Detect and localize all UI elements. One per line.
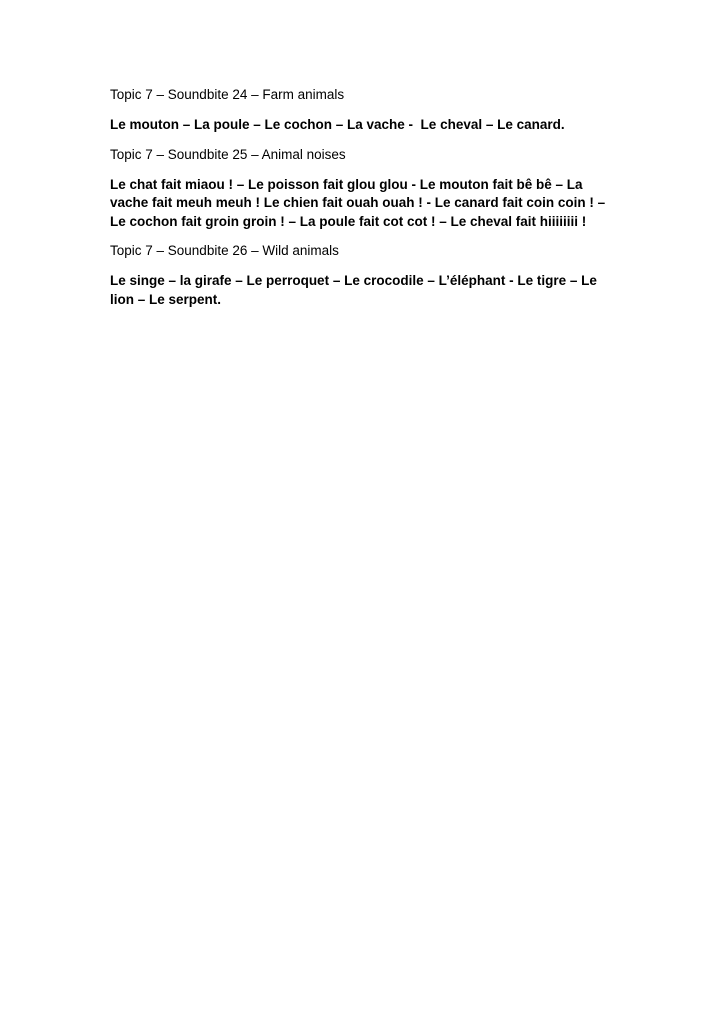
section-text-farm-animals: Le mouton – La poule – Le cochon – La vache - Le cheval – Le canard. <box>110 117 565 132</box>
text-line: Le chat fait miaou ! – Le poisson fait glou glou - Le mouton fait bê bê – La <box>110 176 583 192</box>
section-heading-animal-noises: Topic 7 – Soundbite 25 – Animal noises <box>110 146 346 162</box>
section-text-wild-animals <box>110 272 615 309</box>
text-line: lion – Le serpent. <box>110 291 222 307</box>
document-content <box>110 86 615 309</box>
text-line: vache fait meuh meuh ! Le chien fait ouah ouah ! - Le canard fait coin coin ! – <box>110 195 606 210</box>
section-heading-wild-animals: Topic 7 – Soundbite 26 – Wild animals <box>110 243 339 258</box>
section-text-animal-noises <box>110 176 615 232</box>
section-heading-farm-animals: Topic 7 – Soundbite 24 – Farm animals <box>110 87 345 102</box>
text-line: Le singe – la girafe – Le perroquet – Le crocodile – L’éléphant - Le tigre – Le <box>110 273 597 288</box>
text-line: Le cochon fait groin groin ! – La poule fait cot cot ! – Le cheval fait hiiiiiiii ! <box>110 213 587 229</box>
